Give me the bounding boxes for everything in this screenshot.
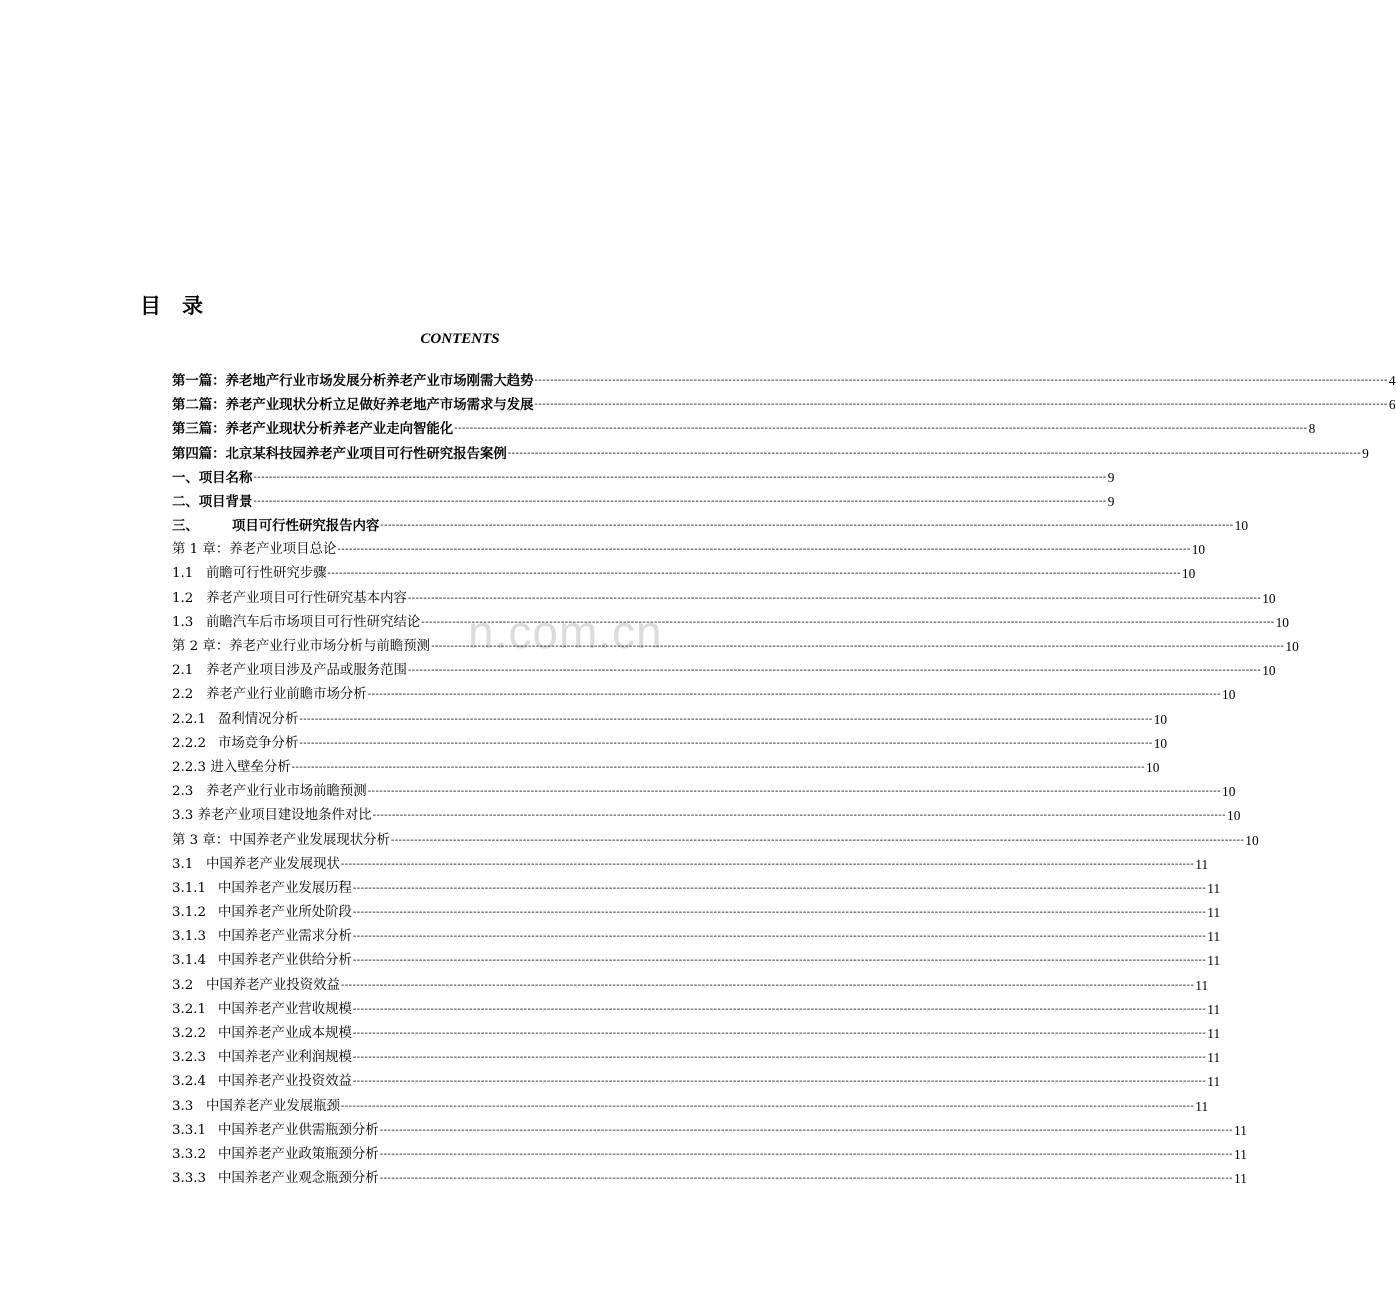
dot-leader: ---------------------------------------------------------------------------------------------------------------------------------------------------------------------------------------------------------------------------- xyxy=(534,374,1388,386)
toc-entry-label xyxy=(172,1143,379,1167)
toc-entry[interactable] xyxy=(172,998,1221,1022)
toc-entry-label xyxy=(172,949,352,973)
dot-leader: ---------------------------------------------------------------------------------------------------------------------------------------------------------------------------------------------------------------------------- xyxy=(379,1148,1234,1160)
toc-entry-page-number: 11 xyxy=(1195,1098,1209,1114)
toc-entry[interactable] xyxy=(172,442,1369,466)
dot-leader: ---------------------------------------------------------------------------------------------------------------------------------------------------------------------------------------------------------------------------- xyxy=(299,713,1153,725)
toc-entry-label xyxy=(172,393,534,417)
toc-entry-text: 盈利情况分析 xyxy=(218,711,299,727)
toc-entry[interactable] xyxy=(172,490,1115,514)
toc-entry-text: 中国养老产业供给分析 xyxy=(218,953,352,969)
dot-leader: ---------------------------------------------------------------------------------------------------------------------------------------------------------------------------------------------------------------------------- xyxy=(352,882,1207,894)
toc-entry-page-number: 11 xyxy=(1234,1146,1247,1162)
toc-entry-number: 1.3 xyxy=(172,614,194,630)
dot-leader: ---------------------------------------------------------------------------------------------------------------------------------------------------------------------------------------------------------------------------- xyxy=(352,1052,1207,1064)
toc-entry[interactable] xyxy=(172,901,1221,925)
toc-entry[interactable] xyxy=(172,563,1196,587)
toc-entry-text: 前瞻可行性研究步骤 xyxy=(206,566,327,582)
toc-entry-text: 中国养老产业利润规模 xyxy=(218,1050,352,1066)
dot-leader: ---------------------------------------------------------------------------------------------------------------------------------------------------------------------------------------------------------------------------- xyxy=(299,737,1153,749)
dot-leader: ---------------------------------------------------------------------------------------------------------------------------------------------------------------------------------------------------------------------------- xyxy=(337,544,1191,556)
toc-entry[interactable] xyxy=(172,369,1396,393)
toc-entry-page-number: 10 xyxy=(1153,735,1168,751)
toc-entry-text: 第三篇：养老产业现状分析养老产业走向智能化 xyxy=(172,421,454,438)
toc-entry-label xyxy=(172,974,340,998)
toc-entry[interactable] xyxy=(172,780,1236,804)
toc-entry-page-number: 9 xyxy=(1107,469,1115,485)
toc-entry[interactable] xyxy=(172,732,1168,756)
dot-leader: ---------------------------------------------------------------------------------------------------------------------------------------------------------------------------------------------------------------------------- xyxy=(431,641,1285,653)
toc-entry-page-number: 11 xyxy=(1234,1171,1247,1187)
toc-entry-page-number: 10 xyxy=(1245,832,1259,848)
toc-entry-page-number: 10 xyxy=(1222,784,1236,800)
toc-entry-label xyxy=(172,659,407,683)
toc-entry-label xyxy=(172,998,352,1022)
toc-entry-page-number: 11 xyxy=(1207,1026,1221,1042)
toc-entry-text: 养老产业项目涉及产品或服务范围 xyxy=(206,663,407,679)
toc-entry-page-number: 10 xyxy=(1262,590,1276,606)
toc-entry-number: 三、 xyxy=(172,518,199,535)
toc-entry-number: 1.2 xyxy=(172,590,194,606)
toc-entry[interactable] xyxy=(172,829,1259,853)
toc-entry-label xyxy=(172,925,352,949)
toc-entry-number: 3.2.2 xyxy=(172,1026,207,1042)
toc-entry-number: 3.1.4 xyxy=(172,953,207,969)
toc-entry[interactable] xyxy=(172,683,1236,707)
toc-entry[interactable] xyxy=(172,925,1221,949)
toc-entry-label xyxy=(172,708,298,732)
dot-leader: ---------------------------------------------------------------------------------------------------------------------------------------------------------------------------------------------------------------------------- xyxy=(340,1100,1195,1112)
toc-entry-label xyxy=(172,1022,352,1046)
toc-entry-page-number: 11 xyxy=(1207,1074,1221,1090)
toc-entry-number: 2.3 xyxy=(172,784,194,800)
toc-entry-label xyxy=(172,732,298,756)
toc-entry-page-number: 10 xyxy=(1227,808,1241,824)
toc-entry-text: 中国养老产业政策瓶颈分析 xyxy=(218,1146,379,1162)
dot-leader: ---------------------------------------------------------------------------------------------------------------------------------------------------------------------------------------------------------------------------- xyxy=(390,834,1245,846)
toc-entry[interactable] xyxy=(172,659,1276,683)
toc-entry-page-number: 11 xyxy=(1207,953,1221,969)
toc-entry-text: 中国养老产业成本规模 xyxy=(218,1026,352,1042)
dot-leader: ---------------------------------------------------------------------------------------------------------------------------------------------------------------------------------------------------------------------------- xyxy=(379,1124,1234,1136)
toc-entry[interactable] xyxy=(172,974,1209,998)
toc-entry-page-number: 10 xyxy=(1146,759,1160,775)
toc-entry-text: 中国养老产业需求分析 xyxy=(218,929,352,945)
toc-entry[interactable] xyxy=(172,635,1299,659)
toc-entry-number: 3.2.1 xyxy=(172,1001,207,1017)
toc-entry-number: 3.3.3 xyxy=(172,1171,207,1187)
toc-entry-page-number: 11 xyxy=(1195,977,1209,993)
toc-entry-label xyxy=(172,514,379,538)
toc-entry[interactable] xyxy=(172,853,1209,877)
toc-entry[interactable] xyxy=(172,1022,1221,1046)
toc-entry-label xyxy=(172,901,352,925)
toc-entry-number: 3.1.1 xyxy=(172,880,207,896)
table-of-contents xyxy=(172,369,1396,1191)
toc-entry-text: 项目可行性研究报告内容 xyxy=(232,518,380,535)
dot-leader: ---------------------------------------------------------------------------------------------------------------------------------------------------------------------------------------------------------------------------- xyxy=(372,810,1226,822)
toc-entry-page-number: 8 xyxy=(1308,421,1316,437)
toc-entry[interactable] xyxy=(172,514,1249,538)
dot-leader: ---------------------------------------------------------------------------------------------------------------------------------------------------------------------------------------------------------------------------- xyxy=(352,931,1207,943)
toc-entry-text: 第 2 章：养老产业行业市场分析与前瞻预测 xyxy=(172,639,431,655)
toc-entry-label xyxy=(172,829,390,853)
contents-subtitle: CONTENTS xyxy=(420,331,500,347)
toc-entry-label xyxy=(172,877,352,901)
toc-entry-number: 3.2.3 xyxy=(172,1050,207,1066)
dot-leader: ---------------------------------------------------------------------------------------------------------------------------------------------------------------------------------------------------------------------------- xyxy=(327,568,1181,580)
toc-entry-number: 2.1 xyxy=(172,663,194,679)
toc-entry-number: 1.1 xyxy=(172,566,194,582)
toc-entry-page-number: 11 xyxy=(1207,905,1221,921)
toc-entry-text: 第二篇：养老产业现状分析立足做好养老地产市场需求与发展 xyxy=(172,397,534,414)
dot-leader: ---------------------------------------------------------------------------------------------------------------------------------------------------------------------------------------------------------------------------- xyxy=(421,616,1275,628)
dot-leader: ---------------------------------------------------------------------------------------------------------------------------------------------------------------------------------------------------------------------------- xyxy=(407,592,1262,604)
dot-leader: ---------------------------------------------------------------------------------------------------------------------------------------------------------------------------------------------------------------------------- xyxy=(367,689,1222,701)
toc-entry[interactable] xyxy=(172,1167,1247,1191)
toc-entry-label xyxy=(172,853,340,877)
toc-entry-text: 养老产业项目可行性研究基本内容 xyxy=(206,590,407,606)
toc-entry[interactable] xyxy=(172,393,1396,417)
toc-entry-page-number: 10 xyxy=(1275,614,1289,630)
toc-entry-number: 3.3.2 xyxy=(172,1146,207,1162)
toc-entry-page-number: 10 xyxy=(1234,518,1249,534)
toc-entry-number: 2.2.2 xyxy=(172,735,207,751)
dot-leader: ---------------------------------------------------------------------------------------------------------------------------------------------------------------------------------------------------------------------------- xyxy=(380,520,1234,532)
toc-entry-label xyxy=(172,562,327,586)
dot-leader: ---------------------------------------------------------------------------------------------------------------------------------------------------------------------------------------------------------------------------- xyxy=(534,399,1388,411)
toc-entry[interactable] xyxy=(172,1143,1247,1167)
toc-entry-number: 3.3.1 xyxy=(172,1122,207,1138)
dot-leader: ---------------------------------------------------------------------------------------------------------------------------------------------------------------------------------------------------------------------------- xyxy=(454,423,1308,435)
dot-leader: ---------------------------------------------------------------------------------------------------------------------------------------------------------------------------------------------------------------------------- xyxy=(352,907,1207,919)
toc-entry-text: 2.2.3 进入壁垒分析 xyxy=(172,759,291,775)
toc-entry[interactable] xyxy=(172,538,1206,562)
dot-leader: ---------------------------------------------------------------------------------------------------------------------------------------------------------------------------------------------------------------------------- xyxy=(367,786,1222,798)
dot-leader: ---------------------------------------------------------------------------------------------------------------------------------------------------------------------------------------------------------------------------- xyxy=(340,858,1195,870)
toc-entry[interactable] xyxy=(172,1046,1221,1070)
toc-entry-label xyxy=(172,1095,340,1119)
toc-entry-text: 中国养老产业投资效益 xyxy=(206,977,340,993)
toc-entry-text: 中国养老产业观念瓶颈分析 xyxy=(218,1171,379,1187)
dot-leader: ---------------------------------------------------------------------------------------------------------------------------------------------------------------------------------------------------------------------------- xyxy=(379,1173,1234,1185)
toc-entry-page-number: 9 xyxy=(1107,493,1115,509)
dot-leader: ---------------------------------------------------------------------------------------------------------------------------------------------------------------------------------------------------------------------------- xyxy=(507,447,1362,459)
toc-entry-page-number: 11 xyxy=(1207,929,1221,945)
toc-entry-text: 中国养老产业发展瓶颈 xyxy=(206,1098,340,1114)
toc-entry-label xyxy=(172,611,420,635)
toc-entry-label xyxy=(172,417,453,441)
toc-entry-number: 3.1.2 xyxy=(172,905,207,921)
toc-entry[interactable] xyxy=(172,1070,1221,1094)
toc-entry-text: 养老产业行业前瞻市场分析 xyxy=(206,687,367,703)
toc-entry-label xyxy=(172,1070,352,1094)
toc-entry-text: 第 3 章：中国养老产业发展现状分析 xyxy=(172,832,390,848)
watermark: n.com.cn xyxy=(468,606,663,658)
toc-entry-text: 中国养老产业所处阶段 xyxy=(218,905,352,921)
toc-entry-text: 第 1 章：养老产业项目总论 xyxy=(172,542,337,558)
toc-entry-label xyxy=(172,1119,379,1143)
toc-entry[interactable] xyxy=(172,611,1289,635)
toc-entry-page-number: 10 xyxy=(1222,687,1236,703)
dot-leader: ---------------------------------------------------------------------------------------------------------------------------------------------------------------------------------------------------------------------------- xyxy=(291,761,1146,773)
toc-entry-number: 3.2.4 xyxy=(172,1074,207,1090)
dot-leader: ---------------------------------------------------------------------------------------------------------------------------------------------------------------------------------------------------------------------------- xyxy=(340,979,1195,991)
toc-entry-number: 3.1 xyxy=(172,856,194,872)
toc-entry-page-number: 11 xyxy=(1195,856,1209,872)
toc-entry-label xyxy=(172,683,367,707)
toc-entry-text: 中国养老产业供需瓶颈分析 xyxy=(218,1122,379,1138)
toc-entry-label xyxy=(172,804,372,828)
toc-entry[interactable] xyxy=(172,877,1221,901)
toc-entry-page-number: 11 xyxy=(1207,880,1221,896)
toc-entry-label xyxy=(172,442,507,466)
toc-entry-page-number: 11 xyxy=(1207,1001,1221,1017)
dot-leader: ---------------------------------------------------------------------------------------------------------------------------------------------------------------------------------------------------------------------------- xyxy=(253,471,1107,483)
toc-entry-text: 一、项目名称 xyxy=(172,469,253,486)
toc-entry[interactable] xyxy=(172,708,1168,732)
toc-entry-text: 中国养老产业投资效益 xyxy=(218,1074,352,1090)
toc-entry-text: 第四篇：北京某科技园养老产业项目可行性研究报告案例 xyxy=(172,445,507,462)
toc-entry-label xyxy=(172,1046,352,1070)
toc-entry-number: 2.2 xyxy=(172,687,194,703)
toc-entry-label xyxy=(172,635,430,659)
dot-leader: ---------------------------------------------------------------------------------------------------------------------------------------------------------------------------------------------------------------------------- xyxy=(352,955,1207,967)
toc-entry-page-number: 6 xyxy=(1388,397,1396,413)
dot-leader: ---------------------------------------------------------------------------------------------------------------------------------------------------------------------------------------------------------------------------- xyxy=(407,665,1262,677)
dot-leader: ---------------------------------------------------------------------------------------------------------------------------------------------------------------------------------------------------------------------------- xyxy=(352,1003,1207,1015)
toc-entry-page-number: 10 xyxy=(1153,711,1168,727)
toc-entry-page-number: 11 xyxy=(1207,1050,1221,1066)
toc-entry-label xyxy=(172,466,252,490)
toc-entry-page-number: 11 xyxy=(1234,1122,1247,1138)
toc-entry[interactable] xyxy=(172,950,1221,974)
toc-entry-text: 第一篇：养老地产行业市场发展分析养老产业市场刚需大趋势 xyxy=(172,372,534,389)
toc-entry-label xyxy=(172,369,534,393)
page-title: 目 录 xyxy=(140,294,203,318)
dot-leader: ---------------------------------------------------------------------------------------------------------------------------------------------------------------------------------------------------------------------------- xyxy=(253,495,1107,507)
toc-entry-text: 中国养老产业发展现状 xyxy=(206,856,340,872)
toc-entry-label xyxy=(172,538,336,562)
toc-entry-page-number: 10 xyxy=(1191,542,1206,558)
toc-entry[interactable] xyxy=(172,1119,1247,1143)
toc-entry-label xyxy=(172,1167,379,1191)
toc-entry-number: 3.1.3 xyxy=(172,929,207,945)
toc-entry-text: 前瞻汽车后市场项目可行性研究结论 xyxy=(206,614,421,630)
toc-entry-number: 3.2 xyxy=(172,977,194,993)
toc-entry-page-number: 10 xyxy=(1285,639,1299,655)
toc-entry-number: 2.2.1 xyxy=(172,711,207,727)
toc-entry-label xyxy=(172,756,291,780)
toc-entry-label xyxy=(172,587,407,611)
toc-entry-page-number: 4 xyxy=(1388,372,1396,388)
dot-leader: ---------------------------------------------------------------------------------------------------------------------------------------------------------------------------------------------------------------------------- xyxy=(352,1028,1207,1040)
toc-entry[interactable] xyxy=(172,756,1160,780)
toc-entry[interactable] xyxy=(172,466,1115,490)
toc-entry-text: 中国养老产业营收规模 xyxy=(218,1001,352,1017)
toc-entry-number: 3.3 xyxy=(172,1098,194,1114)
toc-entry-text: 市场竞争分析 xyxy=(218,735,299,751)
toc-entry-page-number: 10 xyxy=(1262,663,1276,679)
toc-entry-page-number: 10 xyxy=(1181,566,1196,582)
toc-entry[interactable] xyxy=(172,417,1316,441)
toc-entry-text: 养老产业行业市场前瞻预测 xyxy=(206,784,367,800)
toc-entry-text: 3.3 养老产业项目建设地条件对比 xyxy=(172,808,372,824)
toc-entry-text: 中国养老产业发展历程 xyxy=(218,880,352,896)
toc-entry[interactable] xyxy=(172,587,1276,611)
dot-leader: ---------------------------------------------------------------------------------------------------------------------------------------------------------------------------------------------------------------------------- xyxy=(352,1076,1207,1088)
toc-entry-page-number: 9 xyxy=(1362,445,1369,461)
toc-entry-text: 二、项目背景 xyxy=(172,493,253,510)
toc-entry[interactable] xyxy=(172,1095,1209,1119)
toc-entry[interactable] xyxy=(172,804,1241,828)
toc-entry-label xyxy=(172,780,367,804)
toc-entry-label xyxy=(172,490,252,514)
